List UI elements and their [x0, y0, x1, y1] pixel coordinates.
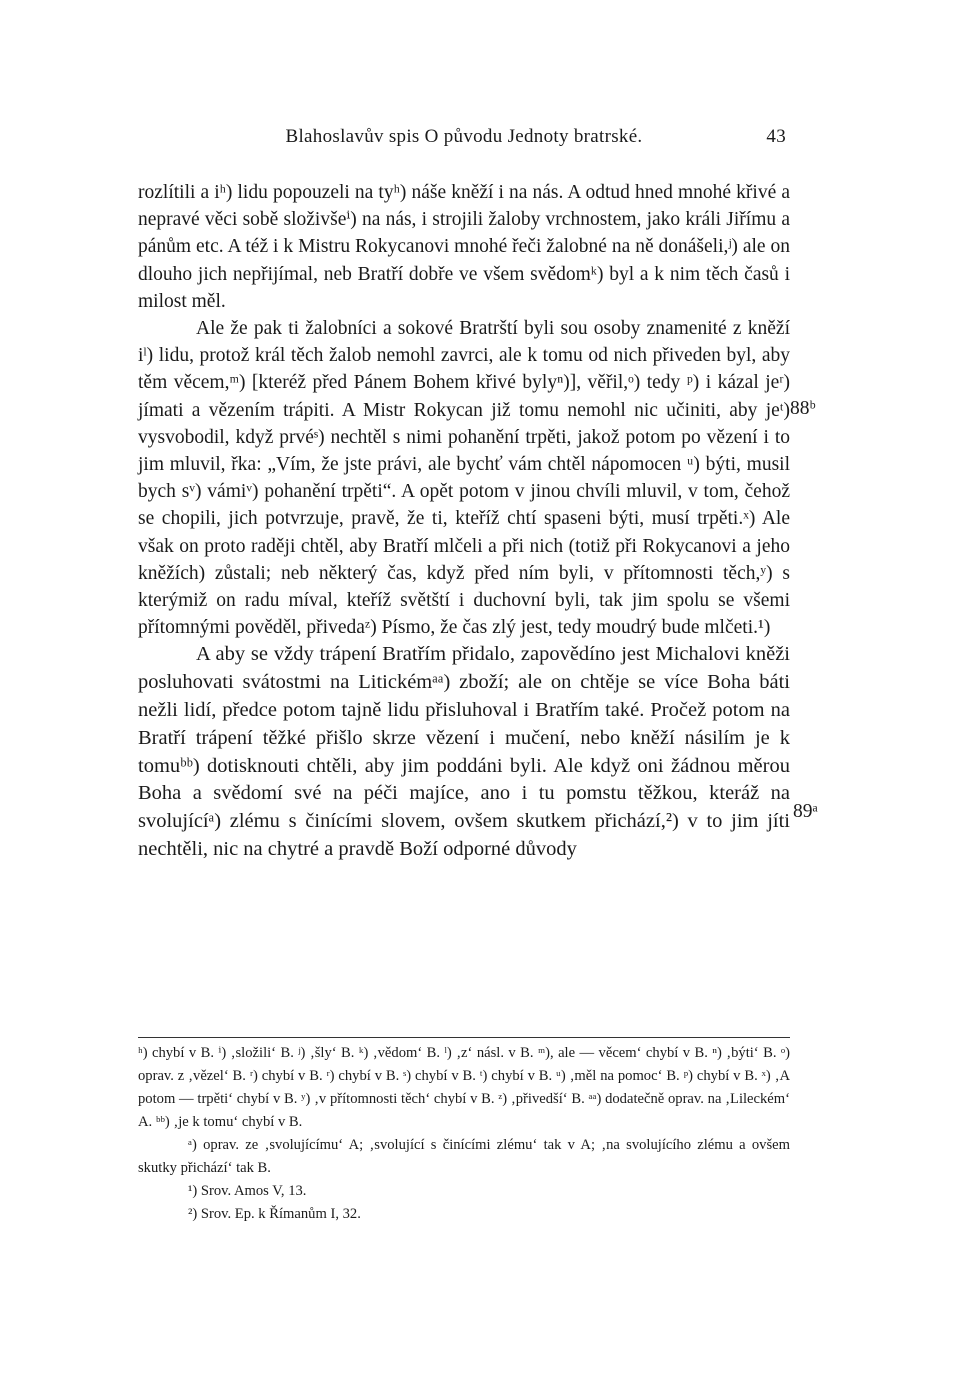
- critical-apparatus: ʰ) chybí v B. ⁱ) ‚složili‘ B. ʲ) ‚šly‘ B. ᵏ) ‚vědom‘ B. ˡ) ‚z‘ násl. v B. ᵐ), ale — věcem‘ chybí v B. ⁿ) ‚býti‘ B. ᵒ) oprav. z ‚vězel‘ B. ʳ) chybí v B. ʳ) chybí v B. ˢ) chybí v B. ᵗ) chybí v B. ᵘ) ‚měl na pomoc‘ B. ᵖ) chybí v B. ˣ) ‚A potom — trpěti‘ chybí v B. ʸ) ‚v přítomnosti těch‘ chybí v B. ᶻ) ‚přivedší‘ B. ᵃᵃ) dodatečně oprav. na ‚Lileckém‘ A. ᵇᵇ) ‚je k tomu‘ chybí v B.: [138, 1045, 790, 1130]
- critical-apparatus: ᵃ) oprav. ze ‚svolujícímu‘ A; ‚svolující s činícími zlému‘ tak v A; ‚na svolujícího zlému a ovšem skutky přichází‘ tak B.: [138, 1137, 790, 1176]
- paragraph: rozlítili a iʰ) lidu popouzeli na tyʰ) náše kněží i na nás. A odtud hned mnohé křivé a nepravé věci sobě složivšeⁱ) na nás, i strojili žaloby vrchnostem, jako králi Jiřímu a pánům etc. A též i k Mistru Rokycanovi mnohé řeči žalobné na ně donášeli,ʲ) ale on dlouho jich nepřijímal, neb Bratří dobře ve všem svědomᵏ) byl a k nim těch časů i milost měl.: [138, 182, 790, 312]
- source-footnote: ²) Srov. Ep. k Římanům I, 32.: [188, 1206, 361, 1222]
- footnotes: [138, 1037, 790, 1226]
- margin-folio-note: 88ᵇ: [790, 398, 816, 419]
- paragraph: A aby se vždy trápení Bratřím přidalo, zapovědíno jest Michalovi kněži posluhovati svátostmi na Litickémᵃᵃ) zboží; ale on chtěje se více Boha báti nežli lidí, předce potom tajně lidu přisluhoval i Bratřím také. Pročež potom na Bratří trápení těžké přišlo skrze vězení i mučení, nebo kněží násilím je k tomuᵇᵇ) dotisknouti chtěli, aby jim poddáni byli. Ale když oni žádnou měrou Boha a svědomí své na péči majíce, ano i tu pomstu těžkou, kteráž na svolujícíᵃ) zlému s činícími slovem, ovšem skutkem přichází,²) v to jim jíti nechtěli, nic na chytré a pravdě Boží odporné důvody: [138, 643, 790, 861]
- running-header: [138, 126, 790, 150]
- page-number: 43: [766, 126, 786, 147]
- main-text: [138, 179, 790, 864]
- paragraph: Ale že pak ti žalobníci a sokové Bratrští byli sou osoby znamenité z kněží iˡ) lidu, protož král těch žalob nemohl zavrci, ale k tomu od nich přiveden byl, aby těm věcem,ᵐ) [kteréž před Pánem Bohem křivé bylyⁿ)], věřil,ᵒ) tedy ᵖ) i kázal jeʳ) jímati a vězením trápiti. A Mistr Rokycan již tomu nemohl nic učiniti, aby jeᵗ) vysvobodil, když prvéˢ) nechtěl s nimi pohanění trpěti, jakož potom po vězení i to jim mluvil, řka: „Vím, že jste právi, ale bychť vám chtěl nápomocen ᵘ) býti, musil bych sᵛ) vámiᵛ) pohanění trpěti“. A opět potom v jinou chvíli mluvil, v tom, čehož se chopili, jich potvrzuje, pravě, že ti, kteříž chtí spaseni býti, musí trpěti.ˣ) Ale však on proto raději chtěl, aby Bratří mlčeli a při nich (totiž při Rokycanovi a jeho kněžích) zůstali; neb některý čas, když před ním byli, v přítomnosti těch,ʸ) s kterýmiž on radu míval, kteříž světští i duchovní byli, tak jim spolu se všemi přítomnými pověděl, přivedaᶻ) Písmo, že čas zlý jest, tedy moudrý bude mlčeti.¹): [138, 318, 790, 639]
- margin-folio-note: 89ᵃ: [793, 801, 818, 822]
- source-footnote: ¹) Srov. Amos V, 13.: [188, 1183, 307, 1199]
- running-title: Blahoslavův spis O původu Jednoty bratrské.: [285, 126, 643, 147]
